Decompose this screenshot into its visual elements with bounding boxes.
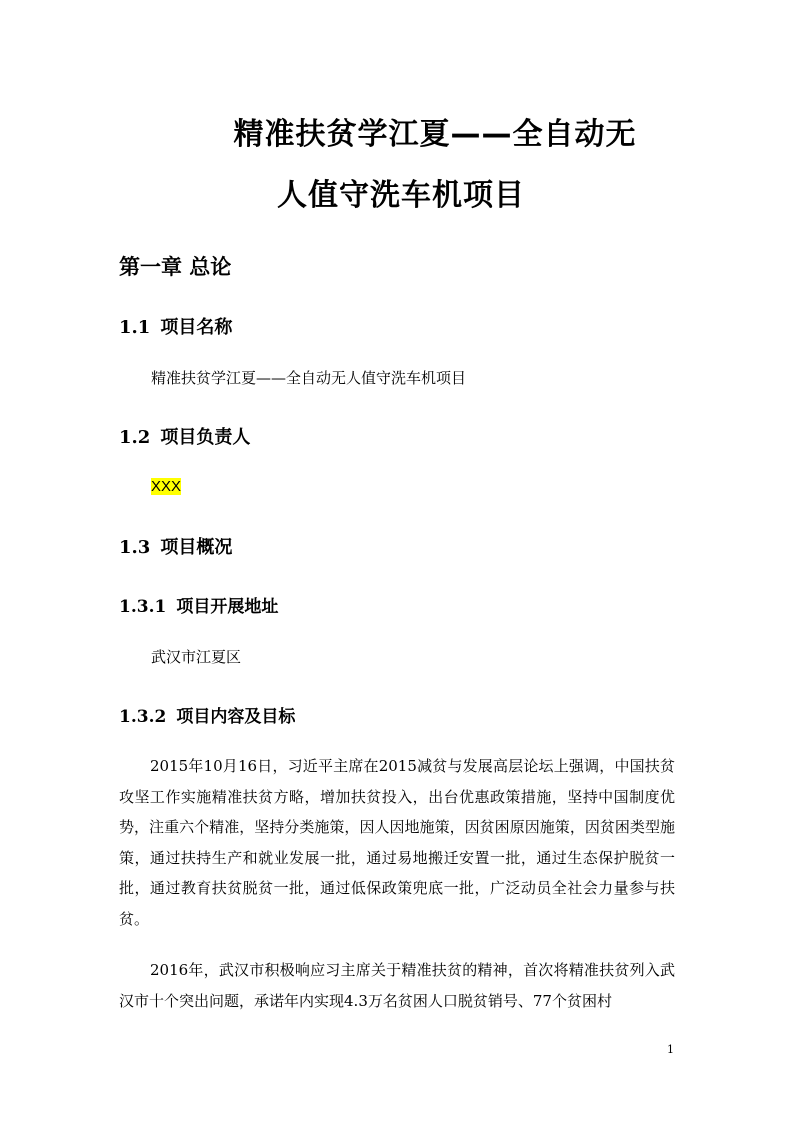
section-number: 1.3 <box>119 537 151 558</box>
section-title: 项目开展地址 <box>176 597 279 617</box>
project-leader-text <box>151 477 181 495</box>
section-number: 1.3.2 <box>119 707 167 727</box>
highlighted-placeholder: XXX <box>151 478 182 495</box>
section-title: 项目名称 <box>160 317 233 338</box>
project-address-text: 武汉市江夏区 <box>151 648 242 666</box>
chapter-heading: 第一章 总论 <box>119 255 232 279</box>
section-number: 1.3.1 <box>119 597 167 617</box>
body-paragraph-2: 2016年，武汉市积极响应习主席关于精准扶贫的精神，首次将精准扶贫列入武汉市十个突出问题，承诺年内实现4.3万名贫困人口脱贫销号、77个贫困村 <box>119 961 675 1010</box>
document-title-line1: 精准扶贫学江夏——全自动无 <box>233 117 637 152</box>
section-title: 项目负责人 <box>160 427 251 448</box>
section-title: 项目内容及目标 <box>176 707 296 727</box>
section-heading-1-2 <box>119 423 250 449</box>
section-number: 1.1 <box>119 317 151 338</box>
section-heading-1-3 <box>119 533 232 559</box>
section-number: 1.2 <box>119 427 151 448</box>
page-number: 1 <box>667 1043 674 1056</box>
document-title-line2: 人值守洗车机项目 <box>277 178 525 213</box>
section-title: 项目概况 <box>160 537 233 558</box>
body-paragraph-1: 2015年10月16日，习近平主席在2015减贫与发展高层论坛上强调，中国扶贫攻坚工作实施精准扶贫方略，增加扶贫投入，出台优惠政策措施，坚持中国制度优势，注重六个精准，坚持分类施策，因人因地施策，因贫困原因施策，因贫困类型施策，通过扶持生产和就业发展一批，通过易地搬迁安置一批，通过生态保护脱贫一批，通过教育扶贫脱贫一批，通过低保政策兜底一批，广泛动员全社会力量参与扶贫。 <box>119 757 675 928</box>
project-name-text: 精准扶贫学江夏——全自动无人值守洗车机项目 <box>151 369 467 387</box>
section-heading-1-3-2 <box>119 702 295 727</box>
section-heading-1-1 <box>119 313 232 339</box>
section-heading-1-3-1 <box>119 592 278 617</box>
